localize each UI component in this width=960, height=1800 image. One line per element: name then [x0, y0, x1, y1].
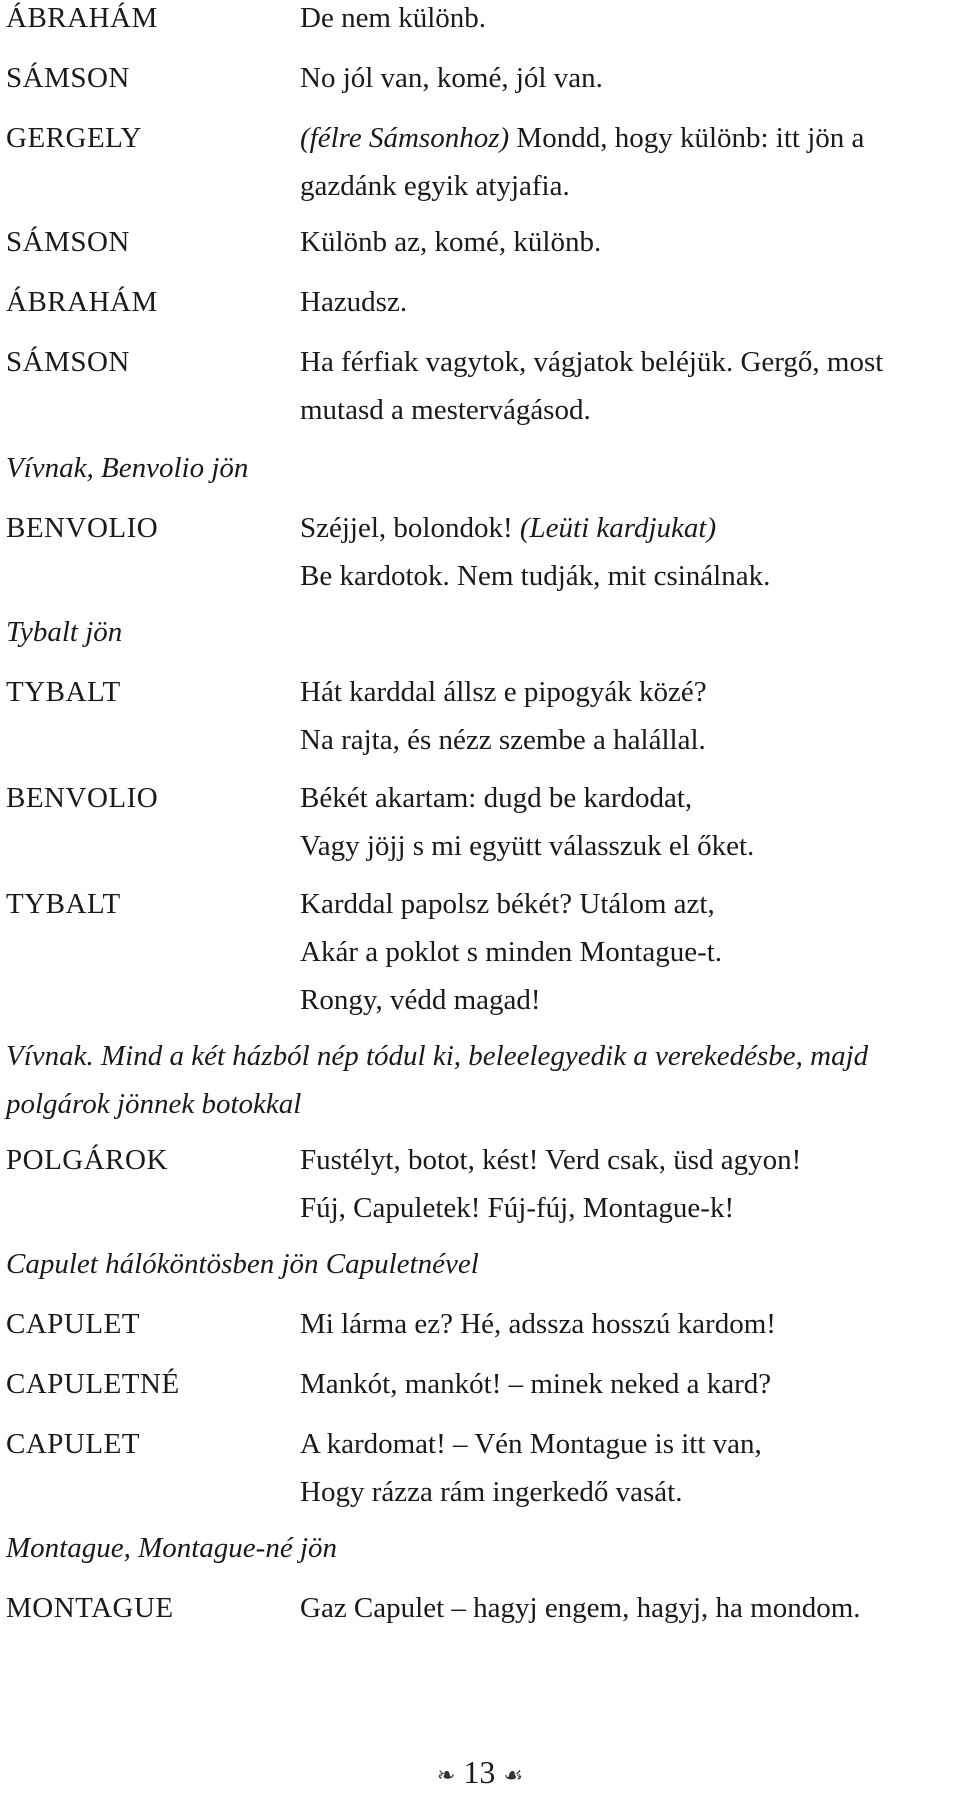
dialogue-line: mutasd a mestervágásod. [300, 394, 591, 426]
dialogue-line: Akár a poklot s minden Montague-t. [300, 936, 723, 968]
dialogue-line: Be kardotok. Nem tudják, mit csinálnak. [300, 560, 771, 592]
speaker-name: SÁMSON [6, 62, 130, 94]
dialogue-line: Gaz Capulet – hagyj engem, hagyj, ha mondom. [300, 1592, 861, 1624]
dialogue-line: Békét akartam: dugd be kardodat, [300, 782, 693, 814]
dialogue-line: Fúj, Capuletek! Fúj-fúj, Montague-k! [300, 1192, 735, 1224]
inline-stage-direction: (félre Sámsonhoz) [300, 122, 510, 154]
speaker-name: ÁBRAHÁM [6, 2, 158, 34]
dialogue-line: A kardomat! – Vén Montague is itt van, [300, 1428, 762, 1460]
dialogue-line: No jól van, komé, jól van. [300, 62, 603, 94]
speaker-name: ÁBRAHÁM [6, 286, 158, 318]
dialogue-line: Na rajta, és nézz szembe a halállal. [300, 724, 706, 756]
dialogue-text: Széjjel, bolondok! [300, 512, 520, 544]
dialogue-line: Karddal papolsz békét? Utálom azt, [300, 888, 715, 920]
dialogue-line: Ha férfiak vagytok, vágjatok beléjük. Gergő, most [300, 346, 884, 378]
speaker-name: SÁMSON [6, 346, 130, 378]
speaker-name: TYBALT [6, 676, 121, 708]
fleuron-right-icon: ☙ [503, 1762, 524, 1788]
dialogue-line: Mi lárma ez? Hé, adssza hosszú kardom! [300, 1308, 776, 1340]
stage-direction: Capulet hálóköntösben jön Capuletnével [6, 1248, 479, 1280]
stage-direction: Tybalt jön [6, 616, 123, 648]
stage-direction: polgárok jönnek botokkal [6, 1088, 302, 1120]
page-footer [0, 1752, 960, 1796]
dialogue-line: Fustélyt, botot, kést! Verd csak, üsd agyon! [300, 1144, 802, 1176]
dialogue-line: Mankót, mankót! – minek neked a kard? [300, 1368, 772, 1400]
stage-direction: Vívnak, Benvolio jön [6, 452, 249, 484]
speaker-name: SÁMSON [6, 226, 130, 258]
speaker-name: CAPULET [6, 1308, 140, 1340]
dialogue-line: gazdánk egyik atyjafia. [300, 170, 570, 202]
dialogue-line: Vagy jöjj s mi együtt válasszuk el őket. [300, 830, 755, 862]
speaker-name: TYBALT [6, 888, 121, 920]
dialogue-line: Hát karddal állsz e pipogyák közé? [300, 676, 707, 708]
speaker-name: BENVOLIO [6, 512, 159, 544]
dialogue-text: Mondd, hogy különb: itt jön a [509, 122, 865, 154]
dialogue-line: Rongy, védd magad! [300, 984, 541, 1016]
speaker-name: BENVOLIO [6, 782, 159, 814]
speaker-name: POLGÁROK [6, 1144, 168, 1176]
speaker-name: GERGELY [6, 122, 142, 154]
speaker-name: MONTAGUE [6, 1592, 174, 1624]
speaker-name: CAPULETNÉ [6, 1368, 180, 1400]
stage-direction: Vívnak. Mind a két házból nép tódul ki, beleelegyedik a verekedésbe, majd [6, 1040, 869, 1072]
dialogue-line: Különb az, komé, különb. [300, 226, 602, 258]
stage-direction: Montague, Montague-né jön [6, 1532, 338, 1564]
dialogue-line: Hogy rázza rám ingerkedő vasát. [300, 1476, 683, 1508]
speaker-name: CAPULET [6, 1428, 140, 1460]
dialogue-line: Hazudsz. [300, 286, 408, 318]
fleuron-left-icon: ❧ [436, 1762, 456, 1788]
page-number: 13 [463, 1754, 496, 1790]
dialogue-line: De nem különb. [300, 2, 487, 34]
inline-stage-direction: (Leüti kardjukat) [519, 512, 717, 544]
